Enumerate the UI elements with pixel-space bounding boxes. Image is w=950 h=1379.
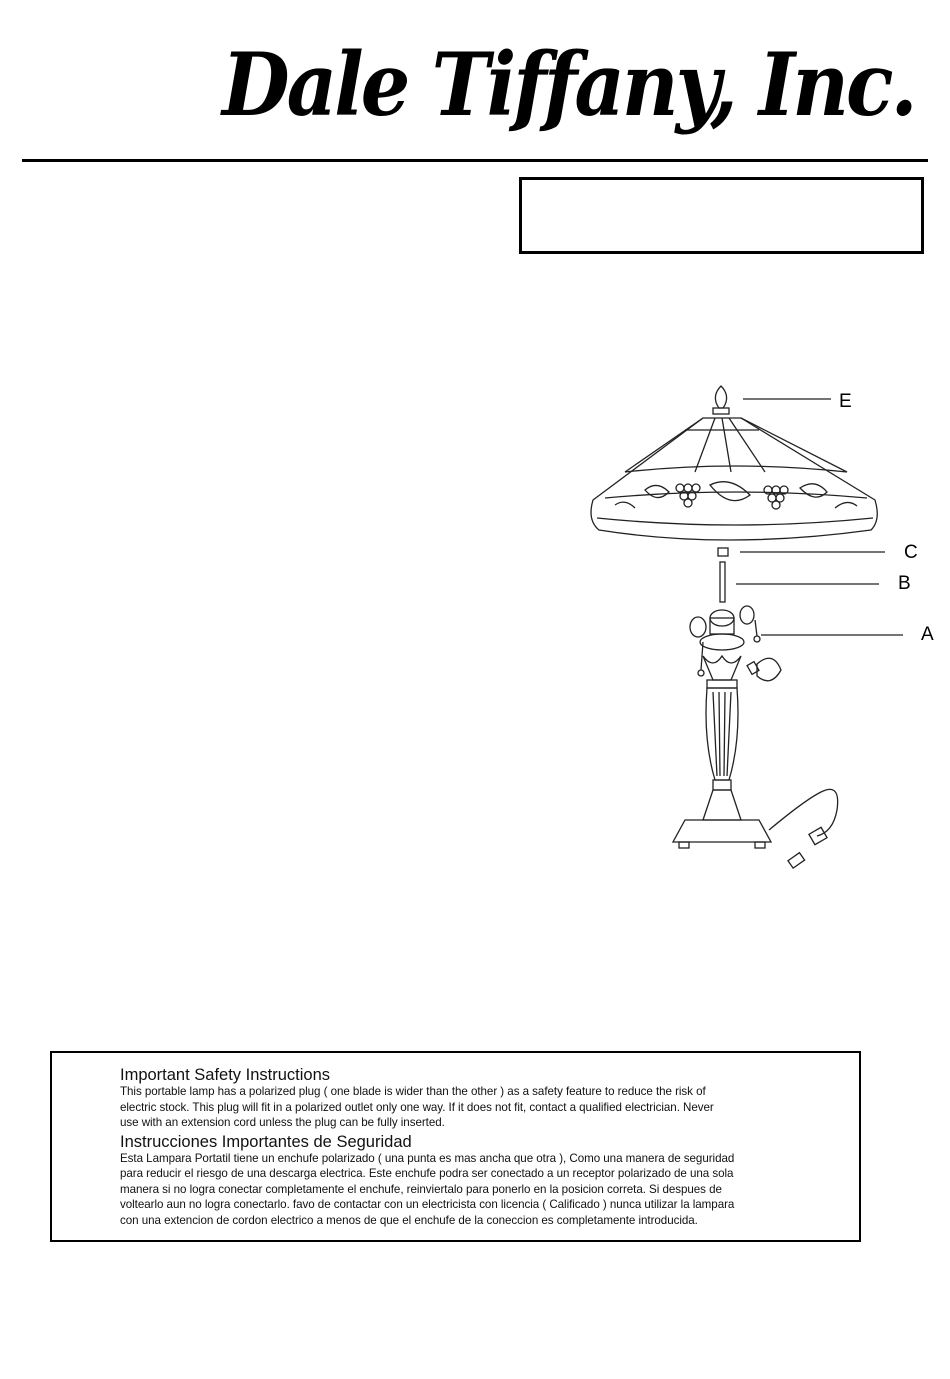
shade-pattern	[615, 482, 857, 509]
socket-cluster-a	[690, 606, 760, 676]
seguridad-line: voltearlo aun no logra conectarlo. favo de contactar con un electricista con licencia ( Calificado ) nunca utilizar la lampara	[120, 1198, 735, 1211]
finial-base	[713, 408, 729, 414]
seguridad-line: con una extencion de cordon electrico a menos de que el enchufe de la coneccion es completamente introducida.	[120, 1213, 698, 1227]
safety-line: This portable lamp has a polarized plug ( one blade is wider than the other ) as a safety feature to reduce the risk of	[120, 1085, 706, 1098]
part-c-nut	[718, 548, 728, 556]
base-column	[706, 688, 738, 780]
seguridad-line: para reducir el riesgo de una descarga electrica. Este enchufe podra ser conectado a un receptor polarizado de una sola	[120, 1167, 734, 1180]
finial-e	[715, 386, 726, 408]
part-b-rod	[720, 562, 725, 602]
seguridad-line: manera si no logra conectar completamente el enchufe, reinviertalo para ponerlo en la posicion correta. Si despues de	[120, 1182, 722, 1196]
light-bulb	[757, 658, 781, 681]
header-divider	[22, 159, 928, 162]
safety-line: electric stock. This plug will fit in a polarized outlet only one way. If it does not fit, contact a qualified electrician. Never	[120, 1100, 714, 1114]
part-label-a: A	[921, 624, 934, 645]
safety-line: use with an extension cord unless the plug can be fully inserted.	[120, 1116, 445, 1129]
company-logo	[0, 30, 950, 140]
part-label-e: E	[839, 391, 852, 412]
base-foot	[673, 820, 771, 842]
part-label-b: B	[898, 573, 911, 594]
plug-adapter	[788, 853, 805, 868]
logo-wordmark: Dale Tiffany, Inc.	[222, 34, 915, 137]
seguridad-line: Esta Lampara Portatil tiene un enchufe polarizado ( una punta es mas ancha que otra ), Como una manera de seguridad	[120, 1151, 735, 1165]
base-crown	[703, 656, 741, 680]
safety-instructions-box	[50, 1051, 861, 1242]
power-cord	[769, 789, 838, 836]
safety-title-spanish: Instrucciones Importantes de Seguridad	[120, 1132, 412, 1151]
lamp-assembly-diagram	[585, 380, 950, 880]
safety-title-english: Important Safety Instructions	[120, 1066, 331, 1084]
part-label-c: C	[904, 542, 918, 563]
model-info-box	[519, 177, 924, 254]
